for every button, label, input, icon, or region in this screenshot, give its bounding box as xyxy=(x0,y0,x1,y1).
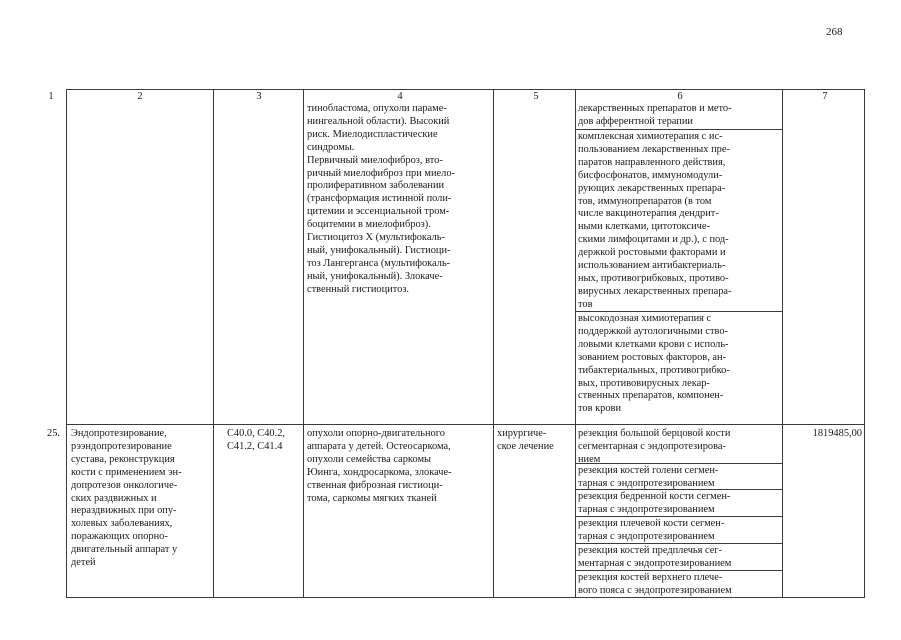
continuation-col6-item: высокодозная химиотерапия с поддержкой аутологичными ство- ловыми клетками крови с исполь- зованием ростовых факторов, ан- тибактериальных, противогрибко- вых, противовирусных лекар- ственных препаратов, компонен- тов крови xyxy=(578,313,730,415)
table-col-divider xyxy=(493,89,494,597)
row25-method: резекция большой берцовой кости сегментарная с эндопротезирова- нием xyxy=(578,428,731,465)
row25-treatment-type: хирургиче- ское лечение xyxy=(497,428,554,452)
column-header-1: 1 xyxy=(48,91,54,102)
row25-method: резекция костей предплечья сег- ментарная с эндопротезированием xyxy=(578,545,732,569)
column-header-2: 2 xyxy=(137,91,143,102)
page-number: 268 xyxy=(826,26,843,38)
table-col-divider xyxy=(782,89,783,597)
continuation-col4: тинобластома, опухоли параме- нингеальной области). Высокий риск. Миелодиспластические синдромы. Первичный миелофиброз, вто- ричный миелофиброз при миело- пролиферативном заболевании (трансформация истинной поли- цитемии и эссенциальной тром- боцитемии в миелофиброз). Гистиоцитоз X (мультифокаль- ный, унифокальный). Гистиоци- тоз Лангерганса (мультифокаль- ный, унифокальный). Злокаче- ственный гистиоцитоз. xyxy=(307,103,455,295)
continuation-col6-item: комплексная химиотерапия с ис- пользованием лекарственных пре- паратов направленного действия, бисфосфонатов, иммуномодули- рующих лекарственных препара- тов, иммунопрепаратов (в том числе вакцинотерапия дендрит- ными клетками, цитотоксиче- скими лимфоцитами и др.), с под- держкой ростовыми факторами и использованием антибактериаль- ных, противогрибковых, противо- вирусных лекарственных препара- тов xyxy=(578,131,732,310)
row25-procedure: Эндопротезирование, рээндопротезирование сустава, реконструкция кости с применением эн- допротезов онкологиче- ских раздвижных и нераздвижных при опу- холевых заболеваниях, поражающих опорно- двигательный аппарат у детей xyxy=(71,428,182,569)
row25-diagnosis: опухоли опорно-двигательного аппарата у детей. Остеосаркома, опухоли семейства саркомы Юинга, хондросаркома, злокаче- ственная фиброзная гистиоци- тома, саркомы мягких тканей xyxy=(307,428,452,504)
row25-number: 25. xyxy=(47,428,60,439)
table-col-divider xyxy=(213,89,214,597)
table-col-divider xyxy=(303,89,304,597)
table-top-border xyxy=(66,89,865,90)
table-col-divider xyxy=(575,89,576,597)
row-divider xyxy=(66,424,865,425)
row25-codes: С40.0, С40.2, С41.2, С41.4 xyxy=(227,428,286,452)
column-header-5: 5 xyxy=(533,91,539,102)
column-header-6: 6 xyxy=(677,91,683,102)
column-header-7: 7 xyxy=(822,91,828,102)
continuation-col6-item: лекарственных препаратов и мето- дов афферентной терапии xyxy=(578,103,732,127)
row25-method: резекция плечевой кости сегмен- тарная с эндопротезированием xyxy=(578,518,725,542)
table-border-left xyxy=(66,89,67,597)
row25-cost: 1819485,00 xyxy=(812,428,862,439)
row25-method: резекция костей верхнего плече- вого пояса с эндопротезированием xyxy=(578,572,732,596)
table-border-right xyxy=(864,89,865,597)
row25-method: резекция костей голени сегмен- тарная с эндопротезированием xyxy=(578,465,719,489)
col6-subrow-divider xyxy=(575,129,782,130)
column-header-4: 4 xyxy=(397,91,403,102)
column-header-3: 3 xyxy=(256,91,262,102)
row25-method: резекция бедренной кости сегмен- тарная с эндопротезированием xyxy=(578,491,731,515)
